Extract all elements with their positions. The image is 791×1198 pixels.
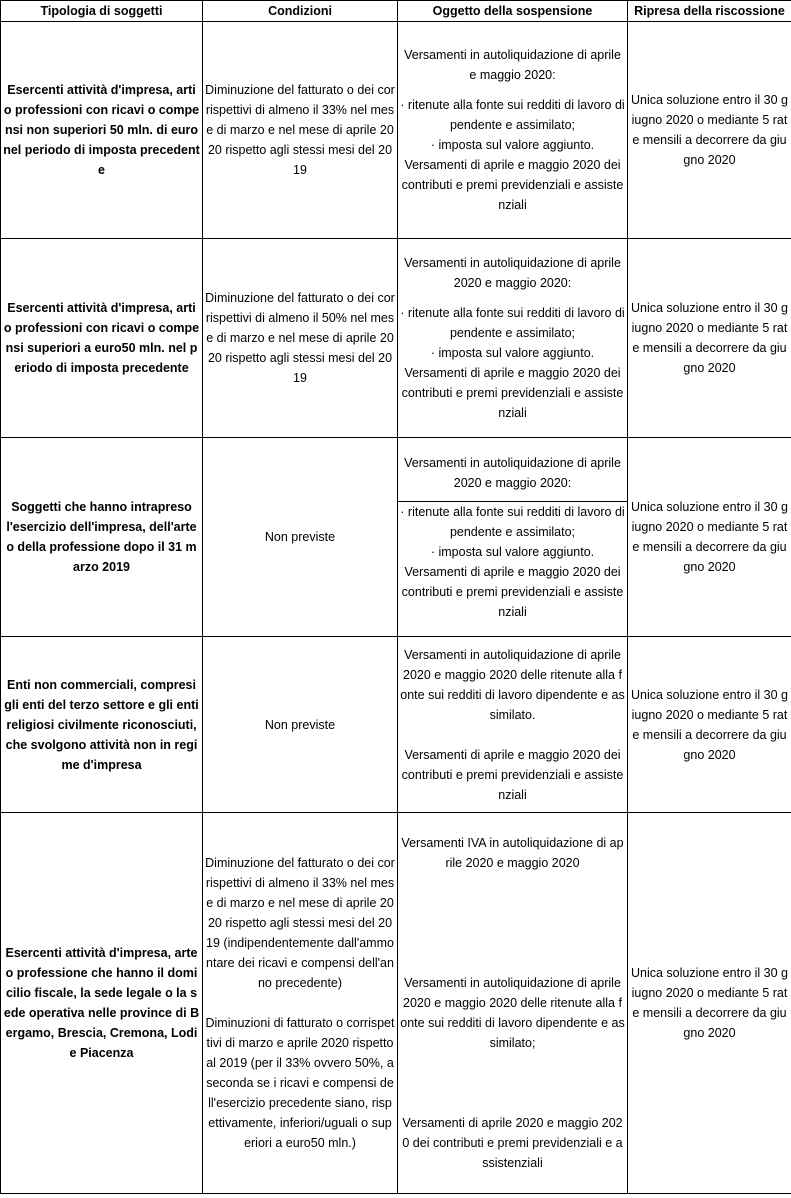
object-cell[interactable]	[398, 637, 628, 813]
resume-cell[interactable]: Unica soluzione entro il 30 giugno 2020 o mediante 5 rate mensili a decorrere da giugno 2020	[628, 438, 791, 637]
table-row	[1, 637, 791, 813]
table-row	[1, 813, 791, 1194]
object-cell[interactable]	[398, 813, 628, 1194]
header-row	[1, 1, 791, 22]
header-suspension-object[interactable]: Oggetto della sospensione	[398, 1, 628, 22]
object-tail: Versamenti di aprile e maggio 2020 dei contributi e premi previdenziali e assistenziali	[401, 158, 624, 212]
object-tail: Versamenti di aprile e maggio 2020 dei contributi e premi previdenziali e assistenziali	[401, 366, 624, 420]
resume-cell[interactable]: Unica soluzione entro il 30 giugno 2020 o mediante 5 rate mensili a decorrere da giugno 2020	[628, 637, 791, 813]
subject-cell[interactable]: Soggetti che hanno intrapreso l'esercizio dell'impresa, dell'arte o della professione dopo il 31 marzo 2019	[1, 438, 203, 637]
subject-cell[interactable]: Enti non commerciali, compresi gli enti del terzo settore e gli enti religiosi civilmente riconosciuti, che svolgono attività non in regime d'impresa	[1, 637, 203, 813]
resume-cell[interactable]: Unica soluzione entro il 30 giugno 2020 o mediante 5 rate mensili a decorrere da giugno 2020	[628, 239, 791, 438]
object-tail: Versamenti di aprile e maggio 2020 dei contributi e premi previdenziali e assistenziali	[401, 747, 624, 802]
object-bullet: · imposta sul valore aggiunto.	[430, 544, 595, 559]
object-bullet: · ritenute alla fonte sui redditi di lavoro dipendente e assimilato;	[400, 98, 625, 132]
object-intro: Versamenti in autoliquidazione di aprile 2020 e maggio 2020 delle ritenute alla fonte sui redditi di lavoro dipendente e assimilato.	[400, 647, 625, 722]
subject-cell[interactable]: Esercenti attività d'impresa, arte o professione che hanno il domicilio fiscale, la sede legale o la sede operativa nelle province di Bergamo, Brescia, Cremona, Lodi e Piacenza	[1, 813, 203, 1194]
condition-cell[interactable]: Diminuzione del fatturato o dei corrispettivi di almeno il 33% nel mese di marzo e nel mese di aprile 2020 rispetto agli stessi mesi del 2019	[203, 22, 398, 239]
object-cell[interactable]	[398, 22, 628, 239]
object-bullet: · ritenute alla fonte sui redditi di lavoro dipendente e assimilato;	[400, 504, 625, 539]
condition-part-b: Diminuzioni di fatturato o corrispettivi di marzo e aprile 2020 rispetto al 2019 (per il 33% ovvero 50%, a seconda se i ricavi e compensi dell'esercizio precedente siano, rispettivamente, inferiori/uguali o superiori a euro50 mln.)	[205, 1016, 395, 1150]
table-row	[1, 438, 791, 637]
resume-cell[interactable]: Unica soluzione entro il 30 giugno 2020 o mediante 5 rate mensili a decorrere da giugno 2020	[628, 813, 791, 1194]
object-divider	[398, 501, 627, 622]
condition-cell[interactable]	[203, 813, 398, 1194]
object-bullet: · imposta sul valore aggiunto.	[430, 346, 595, 360]
table-row	[1, 22, 791, 239]
object-cell[interactable]	[398, 239, 628, 438]
object-intro: Versamenti in autoliquidazione di aprile 2020 e maggio 2020:	[404, 256, 621, 290]
object-bullet: · ritenute alla fonte sui redditi di lavoro dipendente e assimilato;	[400, 306, 625, 340]
condition-cell[interactable]: Non previste	[203, 637, 398, 813]
header-collection-resume[interactable]: Ripresa della riscossione	[628, 1, 791, 22]
object-bullet: · imposta sul valore aggiunto.	[430, 138, 595, 152]
object-part-b: Versamenti in autoliquidazione di aprile 2020 e maggio 2020 delle ritenute alla fonte sui redditi di lavoro dipendente e assimilato;	[400, 976, 625, 1050]
object-tail: Versamenti di aprile e maggio 2020 dei contributi e premi previdenziali e assistenziali	[401, 564, 624, 619]
condition-cell[interactable]: Diminuzione del fatturato o dei corrispettivi di almeno il 50% nel mese di marzo e nel mese di aprile 2020 rispetto agli stessi mesi del 2019	[203, 239, 398, 438]
object-part-c: Versamenti di aprile 2020 e maggio 2020 dei contributi e premi previdenziali e assistenziali	[402, 1116, 623, 1170]
condition-cell[interactable]: Non previste	[203, 438, 398, 637]
object-intro: Versamenti in autoliquidazione di aprile e maggio 2020:	[404, 48, 621, 82]
subject-cell[interactable]: Esercenti attività d'impresa, arti o professioni con ricavi o compensi non superiori 50 mln. di euro nel periodo di imposta precedente	[1, 22, 203, 239]
object-part-a: Versamenti IVA in autoliquidazione di aprile 2020 e maggio 2020	[401, 836, 624, 870]
object-cell[interactable]	[398, 438, 628, 637]
condition-part-a: Diminuzione del fatturato o dei corrispettivi di almeno il 33% nel mese di marzo e nel mese di aprile 2020 rispetto agli stessi mesi del 2019 (indipendentemente dall'ammontare dei ricavi e compensi dell'anno precedente)	[205, 856, 395, 990]
header-subject-type[interactable]: Tipologia di soggetti	[1, 1, 203, 22]
subject-cell[interactable]: Esercenti attività d'impresa, arti o professioni con ricavi o compensi superiori a euro50 mln. nel periodo di imposta precedente	[1, 239, 203, 438]
header-conditions[interactable]: Condizioni	[203, 1, 398, 22]
object-intro: Versamenti in autoliquidazione di aprile 2020 e maggio 2020:	[404, 455, 621, 490]
table-row	[1, 239, 791, 438]
resume-cell[interactable]: Unica soluzione entro il 30 giugno 2020 o mediante 5 rate mensili a decorrere da giugno 2020	[628, 22, 791, 239]
